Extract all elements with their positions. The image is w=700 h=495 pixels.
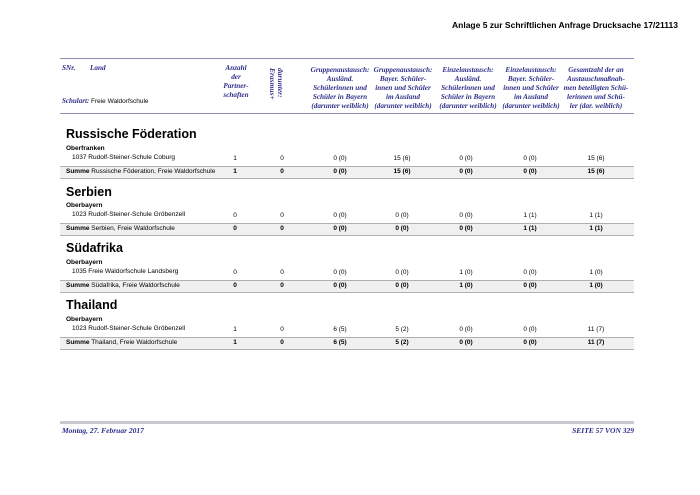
header-line: lerinnen und Schü- — [567, 93, 625, 101]
header-line: (darunter weiblich) — [502, 102, 560, 110]
sum-value-col-6: 1 (1) — [523, 225, 537, 232]
header-line: Einzelaustausch: — [505, 66, 557, 74]
sum-value-col-5: 0 (0) — [459, 339, 473, 346]
value-col-3: 0 (0) — [333, 212, 347, 219]
header-line: Gesamtzahl der an — [568, 66, 624, 74]
header-line: Bayer. Schüler- — [379, 75, 427, 83]
sum-row-label — [66, 168, 215, 175]
sum-value-col-4: 0 (0) — [395, 282, 409, 289]
sum-value-col-6: 0 (0) — [523, 282, 537, 289]
sum-value-col-7: 11 (7) — [587, 339, 605, 346]
value-col-5: 1 (0) — [459, 269, 473, 276]
col-header-erasmus — [268, 68, 284, 112]
header-line: Ausländ. — [326, 75, 354, 83]
sum-value-col-6: 0 (0) — [523, 339, 537, 346]
value-col-3: 0 (0) — [333, 269, 347, 276]
value-col-4: 0 (0) — [395, 212, 409, 219]
header-line: innen und Schüler — [375, 84, 431, 92]
header-land: Land — [90, 64, 106, 72]
header-line: der — [231, 73, 241, 81]
col-header-single-foreign — [436, 66, 500, 111]
sum-label: Summe — [66, 168, 90, 175]
school-name: 1037 Rudolf-Steiner-Schule Coburg — [72, 154, 175, 161]
value-col-3: 0 (0) — [333, 155, 347, 162]
sum-value-col-2: 0 — [280, 282, 284, 289]
region-label: Oberbayern — [66, 259, 103, 266]
country-heading: Thailand — [66, 298, 118, 312]
sum-value-col-4: 15 (6) — [393, 168, 411, 175]
value-col-2: 0 — [280, 212, 284, 219]
sum-value-col-6: 0 (0) — [523, 168, 537, 175]
sum-value-col-2: 0 — [280, 168, 284, 175]
value-col-1: 1 — [233, 155, 237, 162]
sum-value-col-5: 0 (0) — [459, 168, 473, 175]
region-label: Oberbayern — [66, 316, 103, 323]
value-col-4: 5 (2) — [395, 326, 409, 333]
value-col-6: 0 (0) — [523, 155, 537, 162]
header-line: Bayer. Schüler- — [507, 75, 555, 83]
country-heading: Russische Föderation — [66, 127, 197, 141]
sum-value-col-1: 1 — [233, 168, 237, 175]
sum-value-col-3: 6 (5) — [333, 339, 347, 346]
sum-label: Summe — [66, 225, 90, 232]
header-line: ler (dar. weiblich) — [569, 102, 623, 110]
sum-value-col-3: 0 (0) — [333, 282, 347, 289]
value-col-7: 1 (0) — [589, 269, 603, 276]
sum-text: Russische Föderation, Freie Waldorfschule — [91, 168, 216, 175]
value-col-7: 1 (1) — [589, 212, 603, 219]
value-col-7: 11 (7) — [587, 326, 605, 333]
header-line: (darunter weiblich) — [439, 102, 497, 110]
header-line: im Ausland — [386, 93, 420, 101]
value-col-6: 0 (0) — [523, 269, 537, 276]
header-line: Schüler in Bayern — [440, 93, 496, 101]
country-heading: Serbien — [66, 185, 112, 199]
footer-rule — [60, 421, 634, 424]
sum-value-col-1: 0 — [233, 282, 237, 289]
sum-value-col-7: 1 (0) — [589, 282, 603, 289]
sum-value-col-1: 1 — [233, 339, 237, 346]
value-col-7: 15 (6) — [587, 155, 605, 162]
sum-text: Thailand, Freie Waldorfschule — [91, 339, 178, 346]
header-line: Schülerinnen und — [441, 84, 495, 92]
value-col-6: 0 (0) — [523, 326, 537, 333]
value-col-5: 0 (0) — [459, 326, 473, 333]
sum-label: Summe — [66, 282, 90, 289]
header-schulart — [62, 97, 149, 105]
value-col-2: 0 — [280, 269, 284, 276]
sum-value-col-4: 0 (0) — [395, 225, 409, 232]
value-col-4: 0 (0) — [395, 269, 409, 276]
header-line: Anzahl — [225, 64, 247, 72]
header-line: schaften — [223, 91, 249, 99]
country-heading: Südafrika — [66, 241, 123, 255]
sum-row-label — [66, 282, 180, 289]
sum-row-label — [66, 339, 177, 346]
header-top-rule — [60, 58, 634, 59]
sum-value-col-7: 15 (6) — [587, 168, 605, 175]
region-label: Oberbayern — [66, 202, 103, 209]
value-col-1: 1 — [233, 326, 237, 333]
col-header-group-bavarian — [370, 66, 436, 111]
value-col-1: 0 — [233, 212, 237, 219]
sum-value-col-5: 1 (0) — [459, 282, 473, 289]
sum-row-label — [66, 225, 175, 232]
header-line: Partner- — [223, 82, 249, 90]
header-line: innen und Schüler — [503, 84, 559, 92]
sum-value-col-3: 0 (0) — [333, 225, 347, 232]
value-col-3: 6 (5) — [333, 326, 347, 333]
header-line: Schülerinnen und — [313, 84, 367, 92]
sum-value-col-4: 5 (2) — [395, 339, 409, 346]
sum-label: Summe — [66, 339, 90, 346]
header-line: Schüler in Bayern — [312, 93, 368, 101]
schulart-value: Freie Waldorfschule — [90, 98, 149, 105]
header-line: darunter: — [276, 68, 285, 98]
footer-date: Montag, 27. Februar 2017 — [62, 426, 144, 435]
sum-text: Serbien, Freie Waldorfschule — [91, 225, 175, 232]
footer-page-number: SEITE 57 VON 329 — [572, 426, 634, 435]
sum-value-col-7: 1 (1) — [589, 225, 603, 232]
sum-value-col-2: 0 — [280, 225, 284, 232]
school-name: 1023 Rudolf-Steiner-Schule Gröbenzell — [72, 211, 186, 218]
header-line: Ausländ. — [454, 75, 482, 83]
col-header-partner — [218, 64, 254, 100]
sum-value-col-1: 0 — [233, 225, 237, 232]
value-col-2: 0 — [280, 155, 284, 162]
value-col-2: 0 — [280, 326, 284, 333]
header-line: men beteiligten Schü- — [563, 84, 629, 92]
header-line: (darunter weiblich) — [374, 102, 432, 110]
header-line: im Ausland — [514, 93, 548, 101]
value-col-1: 0 — [233, 269, 237, 276]
header-bottom-rule — [60, 113, 634, 114]
col-header-single-bavarian — [499, 66, 563, 111]
col-header-group-foreign — [306, 66, 374, 111]
schulart-label: Schulart: — [62, 97, 90, 105]
school-name: 1023 Rudolf-Steiner-Schule Gröbenzell — [72, 325, 186, 332]
header-line: Einzelaustausch: — [442, 66, 494, 74]
header-line: Gruppenaustausch: — [310, 66, 370, 74]
header-line: Erasmus+ — [268, 68, 277, 100]
document-annex-title: Anlage 5 zur Schriftlichen Anfrage Drucksache 17/21113 — [452, 20, 678, 30]
value-col-5: 0 (0) — [459, 155, 473, 162]
value-col-5: 0 (0) — [459, 212, 473, 219]
value-col-6: 1 (1) — [523, 212, 537, 219]
header-line: Austauschmaßnah- — [567, 75, 625, 83]
header-line: (darunter weiblich) — [311, 102, 369, 110]
sum-value-col-2: 0 — [280, 339, 284, 346]
col-header-total — [562, 66, 630, 111]
header-snr: SNr. — [62, 64, 76, 72]
sum-value-col-5: 0 (0) — [459, 225, 473, 232]
sum-value-col-3: 0 (0) — [333, 168, 347, 175]
sum-text: Südafrika, Freie Waldorfschule — [91, 282, 180, 289]
school-name: 1035 Freie Waldorfschule Landsberg — [72, 268, 179, 275]
region-label: Oberfranken — [66, 145, 105, 152]
header-line: Gruppenaustausch: — [373, 66, 433, 74]
value-col-4: 15 (6) — [393, 155, 411, 162]
